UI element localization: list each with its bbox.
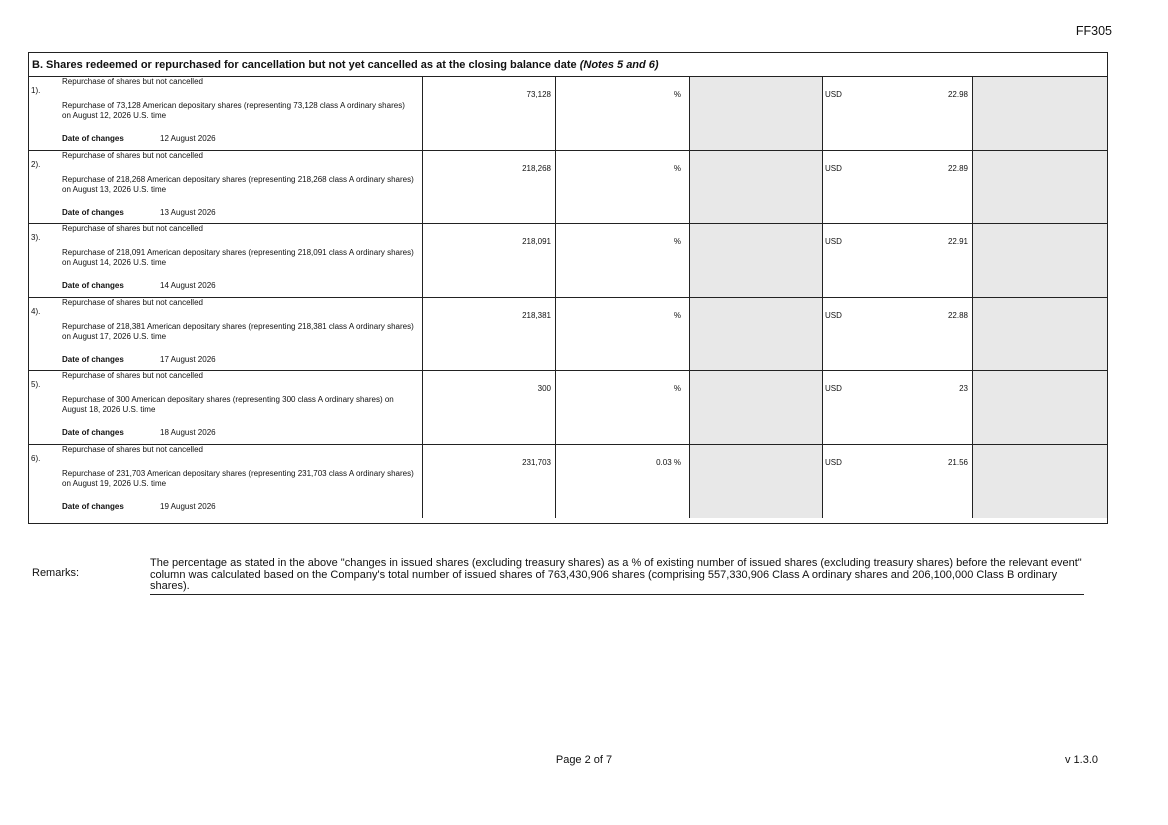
shaded-cell <box>690 151 823 224</box>
shares-value: 218,268 <box>522 163 551 173</box>
form-code: FF305 <box>1075 24 1112 38</box>
shares-cell <box>423 371 556 444</box>
date-of-changes <box>62 134 216 143</box>
shaded-cell <box>973 151 1107 224</box>
price-value: 22.91 <box>947 237 968 246</box>
percent-value: 0.03 % <box>656 457 681 467</box>
shares-value: 218,381 <box>522 310 551 320</box>
shares-cell <box>423 298 556 371</box>
shaded-cell <box>973 445 1107 519</box>
change-description: Repurchase of 218,268 American depositary shares (representing 218,268 class A ordinary shares) on August 13, 2026 U.S. time <box>62 174 414 194</box>
description-cell <box>29 151 423 224</box>
shares-cell <box>423 224 556 297</box>
price-value: 23 <box>959 384 968 393</box>
price-cell <box>823 371 973 444</box>
shaded-cell <box>690 224 823 297</box>
date-label: Date of changes <box>62 134 124 143</box>
remarks-text: The percentage as stated in the above "changes in issued shares (excluding treasury shares) as a % of existing number of issued shares (excluding treasury shares) before the relevant event" column was calculated based on the Company's total number of issued shares of 763,430,906 shares (comprising 557,330,906 Class A ordinary shares and 206,100,000 Class B ordinary shares). <box>150 558 1084 595</box>
price-cell <box>823 298 973 371</box>
shaded-cell <box>973 371 1107 444</box>
description-cell <box>29 77 423 150</box>
date-value: 12 August 2026 <box>160 134 216 143</box>
page-number: Page 2 of 7 <box>555 754 613 766</box>
change-description: Repurchase of 73,128 American depositary shares (representing 73,128 class A ordinary shares) on August 12, 2026 U.S. time <box>62 101 405 120</box>
currency-value: USD <box>825 90 842 99</box>
date-of-changes <box>62 208 216 217</box>
price-value: 22.88 <box>947 310 968 320</box>
percent-cell <box>556 77 690 150</box>
shares-repurchase-table <box>28 52 1108 524</box>
currency-value: USD <box>825 163 842 173</box>
row-index: 2). <box>31 159 41 169</box>
row-index: 3). <box>31 233 41 242</box>
row-index: 5). <box>31 380 41 389</box>
shaded-cell <box>690 445 823 519</box>
currency-value: USD <box>825 310 842 320</box>
date-label: Date of changes <box>62 354 124 364</box>
description-cell <box>29 224 423 297</box>
shaded-cell <box>690 298 823 371</box>
table-row <box>29 445 1107 519</box>
shaded-cell <box>973 224 1107 297</box>
change-description: Repurchase of 218,381 American depositary shares (representing 218,381 class A ordinary shares) on August 17, 2026 U.S. time <box>62 321 414 341</box>
percent-cell <box>556 371 690 444</box>
version-label: v 1.3.0 <box>1064 754 1098 766</box>
section-title-text: B. Shares redeemed or repurchased for cancellation but not yet cancelled as at the closing balance date <box>32 59 580 71</box>
shaded-cell <box>690 371 823 444</box>
date-of-changes <box>62 502 216 511</box>
shares-value: 218,091 <box>522 237 551 246</box>
currency-value: USD <box>825 457 842 467</box>
date-value: 18 August 2026 <box>160 428 216 437</box>
change-type: Repurchase of shares but not cancelled <box>62 371 203 380</box>
change-type: Repurchase of shares but not cancelled <box>62 224 203 233</box>
percent-value: % <box>673 237 681 246</box>
table-row <box>29 151 1107 225</box>
description-cell <box>29 445 423 519</box>
description-cell <box>29 298 423 371</box>
table-row <box>29 224 1107 298</box>
date-label: Date of changes <box>62 428 124 437</box>
date-label: Date of changes <box>62 207 124 217</box>
change-type: Repurchase of shares but not cancelled <box>62 150 203 160</box>
shares-cell <box>423 151 556 224</box>
description-cell <box>29 371 423 444</box>
shares-cell <box>423 445 556 519</box>
price-cell <box>823 151 973 224</box>
date-label: Date of changes <box>62 501 124 511</box>
change-type: Repurchase of shares but not cancelled <box>62 77 203 86</box>
change-type: Repurchase of shares but not cancelled <box>62 444 203 454</box>
percent-value: % <box>673 163 681 173</box>
price-cell <box>823 445 973 519</box>
row-index: 4). <box>31 306 41 316</box>
date-of-changes <box>62 355 216 364</box>
shares-value: 300 <box>537 384 551 393</box>
remarks-label: Remarks: <box>32 567 80 579</box>
row-index: 6). <box>31 453 41 463</box>
table-row <box>29 77 1107 151</box>
shares-cell <box>423 77 556 150</box>
date-of-changes <box>62 428 216 437</box>
change-type: Repurchase of shares but not cancelled <box>62 297 203 307</box>
shaded-cell <box>690 77 823 150</box>
date-value: 14 August 2026 <box>160 281 216 290</box>
percent-cell <box>556 224 690 297</box>
shaded-cell <box>973 77 1107 150</box>
percent-value: % <box>673 90 681 99</box>
date-label: Date of changes <box>62 281 124 290</box>
percent-cell <box>556 151 690 224</box>
percent-cell <box>556 445 690 519</box>
table-row <box>29 371 1107 445</box>
shaded-cell <box>973 298 1107 371</box>
currency-value: USD <box>825 384 842 393</box>
table-body <box>29 77 1107 518</box>
date-value: 19 August 2026 <box>160 501 216 511</box>
percent-cell <box>556 298 690 371</box>
section-title-notes: (Notes 5 and 6) <box>579 59 659 71</box>
date-value: 13 August 2026 <box>160 207 216 217</box>
price-value: 22.89 <box>947 163 968 173</box>
date-of-changes <box>62 281 216 290</box>
price-value: 22.98 <box>947 90 968 99</box>
price-cell <box>823 224 973 297</box>
section-title <box>29 53 1107 77</box>
shares-value: 231,703 <box>522 457 551 467</box>
change-description: Repurchase of 300 American depositary shares (representing 300 class A ordinary shares) on August 18, 2026 U.S. time <box>62 395 394 414</box>
row-index: 1). <box>31 86 41 95</box>
change-description: Repurchase of 231,703 American depositary shares (representing 231,703 class A ordinary shares) on August 19, 2026 U.S. time <box>62 468 414 488</box>
price-value: 21.56 <box>947 457 968 467</box>
percent-value: % <box>673 310 681 320</box>
table-row <box>29 298 1107 372</box>
change-description: Repurchase of 218,091 American depositary shares (representing 218,091 class A ordinary shares) on August 14, 2026 U.S. time <box>62 248 414 267</box>
date-value: 17 August 2026 <box>160 354 216 364</box>
price-cell <box>823 77 973 150</box>
shares-value: 73,128 <box>526 90 551 99</box>
percent-value: % <box>673 384 681 393</box>
currency-value: USD <box>825 237 842 246</box>
